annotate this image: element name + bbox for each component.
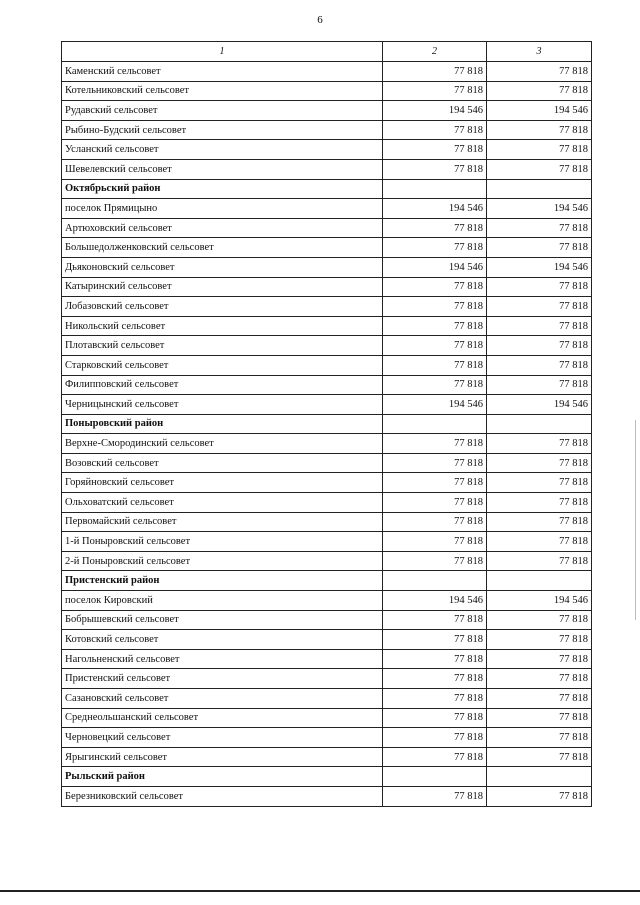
settlement-name: Пристенский сельсовет bbox=[62, 669, 383, 689]
settlement-name: Нагольненский сельсовет bbox=[62, 649, 383, 669]
table-row bbox=[62, 493, 592, 513]
amount-col2: 77 818 bbox=[383, 728, 487, 748]
settlement-name: Катыринский сельсовет bbox=[62, 277, 383, 297]
amount-col2: 77 818 bbox=[383, 120, 487, 140]
settlement-name: Сазановский сельсовет bbox=[62, 689, 383, 709]
amount-col2: 77 818 bbox=[383, 62, 487, 82]
amount-col2 bbox=[383, 767, 487, 787]
amount-col2: 77 818 bbox=[383, 218, 487, 238]
table-row bbox=[62, 159, 592, 179]
settlement-name: Дьяконовский сельсовет bbox=[62, 257, 383, 277]
district-header-row bbox=[62, 414, 592, 434]
table-row bbox=[62, 591, 592, 611]
amount-col2: 194 546 bbox=[383, 257, 487, 277]
table-row bbox=[62, 728, 592, 748]
settlement-name: Шевелевский сельсовет bbox=[62, 159, 383, 179]
amount-col2: 77 818 bbox=[383, 493, 487, 513]
amount-col3: 77 818 bbox=[487, 375, 592, 395]
amount-col3: 77 818 bbox=[487, 434, 592, 454]
settlement-name: Ярыгинский сельсовет bbox=[62, 747, 383, 767]
amount-col3: 194 546 bbox=[487, 101, 592, 121]
amount-col2 bbox=[383, 571, 487, 591]
table-body bbox=[62, 62, 592, 807]
column-header-2: 2 bbox=[383, 42, 487, 62]
settlement-name: Большедолженковский сельсовет bbox=[62, 238, 383, 258]
amount-col2: 77 818 bbox=[383, 512, 487, 532]
amount-col3: 77 818 bbox=[487, 140, 592, 160]
amount-col3: 77 818 bbox=[487, 453, 592, 473]
amount-col2: 77 818 bbox=[383, 297, 487, 317]
settlement-name: 1-й Поныровский сельсовет bbox=[62, 532, 383, 552]
table-row bbox=[62, 336, 592, 356]
settlement-name: Березниковский сельсовет bbox=[62, 786, 383, 806]
table-row bbox=[62, 218, 592, 238]
amount-col3: 77 818 bbox=[487, 610, 592, 630]
table-row bbox=[62, 297, 592, 317]
amount-col2: 77 818 bbox=[383, 786, 487, 806]
table-row bbox=[62, 610, 592, 630]
amount-col3: 77 818 bbox=[487, 355, 592, 375]
district-name: Поныровский район bbox=[62, 414, 383, 434]
table-row bbox=[62, 453, 592, 473]
amount-col2: 77 818 bbox=[383, 610, 487, 630]
district-name: Пристенский район bbox=[62, 571, 383, 591]
amount-col2: 77 818 bbox=[383, 316, 487, 336]
amount-col3: 77 818 bbox=[487, 747, 592, 767]
table-row bbox=[62, 277, 592, 297]
amount-col3 bbox=[487, 571, 592, 591]
amount-col3: 77 818 bbox=[487, 473, 592, 493]
district-header-row bbox=[62, 179, 592, 199]
table-row bbox=[62, 140, 592, 160]
amount-col3: 194 546 bbox=[487, 199, 592, 219]
amount-col3: 77 818 bbox=[487, 493, 592, 513]
amount-col2 bbox=[383, 414, 487, 434]
amount-col2: 77 818 bbox=[383, 747, 487, 767]
settlement-name: Первомайский сельсовет bbox=[62, 512, 383, 532]
district-name: Рыльский район bbox=[62, 767, 383, 787]
amount-col2: 77 818 bbox=[383, 669, 487, 689]
settlement-name: Возовский сельсовет bbox=[62, 453, 383, 473]
table-row bbox=[62, 395, 592, 415]
amount-col2: 77 818 bbox=[383, 434, 487, 454]
table-row bbox=[62, 238, 592, 258]
amount-col3 bbox=[487, 179, 592, 199]
district-header-row bbox=[62, 571, 592, 591]
settlement-name: Филипповский сельсовет bbox=[62, 375, 383, 395]
amount-col3: 194 546 bbox=[487, 257, 592, 277]
district-name: Октябрьский район bbox=[62, 179, 383, 199]
amount-col3: 77 818 bbox=[487, 81, 592, 101]
settlement-name: Рыбино-Будский сельсовет bbox=[62, 120, 383, 140]
settlement-name: Котельниковский сельсовет bbox=[62, 81, 383, 101]
table-row bbox=[62, 81, 592, 101]
amount-col2: 194 546 bbox=[383, 395, 487, 415]
table-row bbox=[62, 708, 592, 728]
amount-col2: 77 818 bbox=[383, 375, 487, 395]
page-bottom-rule bbox=[0, 890, 640, 892]
amount-col2: 77 818 bbox=[383, 453, 487, 473]
amount-col2 bbox=[383, 179, 487, 199]
amount-col2: 77 818 bbox=[383, 689, 487, 709]
table-row bbox=[62, 434, 592, 454]
amount-col2: 77 818 bbox=[383, 708, 487, 728]
amount-col2: 77 818 bbox=[383, 355, 487, 375]
settlement-name: Ольховатский сельсовет bbox=[62, 493, 383, 513]
settlement-name: Черницынский сельсовет bbox=[62, 395, 383, 415]
amount-col3 bbox=[487, 767, 592, 787]
settlement-name: 2-й Поныровский сельсовет bbox=[62, 551, 383, 571]
settlement-name: Среднеольшанский сельсовет bbox=[62, 708, 383, 728]
table-row bbox=[62, 257, 592, 277]
settlement-name: Черновецкий сельсовет bbox=[62, 728, 383, 748]
amount-col3: 77 818 bbox=[487, 218, 592, 238]
table-row bbox=[62, 101, 592, 121]
amount-col2: 77 818 bbox=[383, 630, 487, 650]
settlement-name: Лобазовский сельсовет bbox=[62, 297, 383, 317]
settlement-name: Горяйновский сельсовет bbox=[62, 473, 383, 493]
amount-col3: 77 818 bbox=[487, 297, 592, 317]
header-row bbox=[62, 42, 592, 62]
allocation-table bbox=[61, 41, 592, 807]
amount-col3: 77 818 bbox=[487, 786, 592, 806]
table-row bbox=[62, 62, 592, 82]
table-row bbox=[62, 747, 592, 767]
table-header bbox=[62, 42, 592, 62]
amount-col3: 77 818 bbox=[487, 120, 592, 140]
table-row bbox=[62, 512, 592, 532]
amount-col3: 77 818 bbox=[487, 159, 592, 179]
amount-col2: 77 818 bbox=[383, 238, 487, 258]
amount-col2: 77 818 bbox=[383, 336, 487, 356]
amount-col2: 77 818 bbox=[383, 277, 487, 297]
amount-col3: 77 818 bbox=[487, 277, 592, 297]
amount-col3: 77 818 bbox=[487, 512, 592, 532]
settlement-name: Старковский сельсовет bbox=[62, 355, 383, 375]
amount-col3: 77 818 bbox=[487, 316, 592, 336]
amount-col3: 77 818 bbox=[487, 62, 592, 82]
amount-col3: 77 818 bbox=[487, 238, 592, 258]
table-row bbox=[62, 630, 592, 650]
amount-col3: 77 818 bbox=[487, 708, 592, 728]
amount-col3: 194 546 bbox=[487, 591, 592, 611]
amount-col2: 77 818 bbox=[383, 159, 487, 179]
table-row bbox=[62, 316, 592, 336]
amount-col2: 194 546 bbox=[383, 591, 487, 611]
table-row bbox=[62, 551, 592, 571]
amount-col3: 77 818 bbox=[487, 551, 592, 571]
amount-col3: 194 546 bbox=[487, 395, 592, 415]
table-row bbox=[62, 649, 592, 669]
settlement-name: Котовский сельсовет bbox=[62, 630, 383, 650]
table-row bbox=[62, 473, 592, 493]
settlement-name: Артюховский сельсовет bbox=[62, 218, 383, 238]
amount-col3: 77 818 bbox=[487, 649, 592, 669]
table-row bbox=[62, 532, 592, 552]
settlement-name: Бобрышевский сельсовет bbox=[62, 610, 383, 630]
settlement-name: поселок Прямицыно bbox=[62, 199, 383, 219]
amount-col2: 77 818 bbox=[383, 532, 487, 552]
amount-col2: 194 546 bbox=[383, 199, 487, 219]
amount-col2: 77 818 bbox=[383, 649, 487, 669]
page-number: 6 bbox=[317, 14, 323, 26]
settlement-name: Каменский сельсовет bbox=[62, 62, 383, 82]
amount-col3: 77 818 bbox=[487, 532, 592, 552]
amount-col2: 77 818 bbox=[383, 140, 487, 160]
district-header-row bbox=[62, 767, 592, 787]
table-row bbox=[62, 355, 592, 375]
scan-edge-mark bbox=[635, 420, 636, 620]
table-row bbox=[62, 669, 592, 689]
column-header-3: 3 bbox=[487, 42, 592, 62]
settlement-name: Рудавский сельсовет bbox=[62, 101, 383, 121]
table-row bbox=[62, 375, 592, 395]
settlement-name: Никольский сельсовет bbox=[62, 316, 383, 336]
table-row bbox=[62, 199, 592, 219]
amount-col3: 77 818 bbox=[487, 630, 592, 650]
amount-col3: 77 818 bbox=[487, 669, 592, 689]
settlement-name: поселок Кировский bbox=[62, 591, 383, 611]
settlement-name: Плотавский сельсовет bbox=[62, 336, 383, 356]
amount-col3: 77 818 bbox=[487, 689, 592, 709]
amount-col2: 77 818 bbox=[383, 473, 487, 493]
amount-col2: 194 546 bbox=[383, 101, 487, 121]
settlement-name: Усланский сельсовет bbox=[62, 140, 383, 160]
column-header-1: 1 bbox=[62, 42, 383, 62]
amount-col3: 77 818 bbox=[487, 728, 592, 748]
amount-col2: 77 818 bbox=[383, 81, 487, 101]
table-row bbox=[62, 120, 592, 140]
amount-col3 bbox=[487, 414, 592, 434]
amount-col2: 77 818 bbox=[383, 551, 487, 571]
amount-col3: 77 818 bbox=[487, 336, 592, 356]
settlement-name: Верхне-Смородинский сельсовет bbox=[62, 434, 383, 454]
table-row bbox=[62, 786, 592, 806]
table-row bbox=[62, 689, 592, 709]
